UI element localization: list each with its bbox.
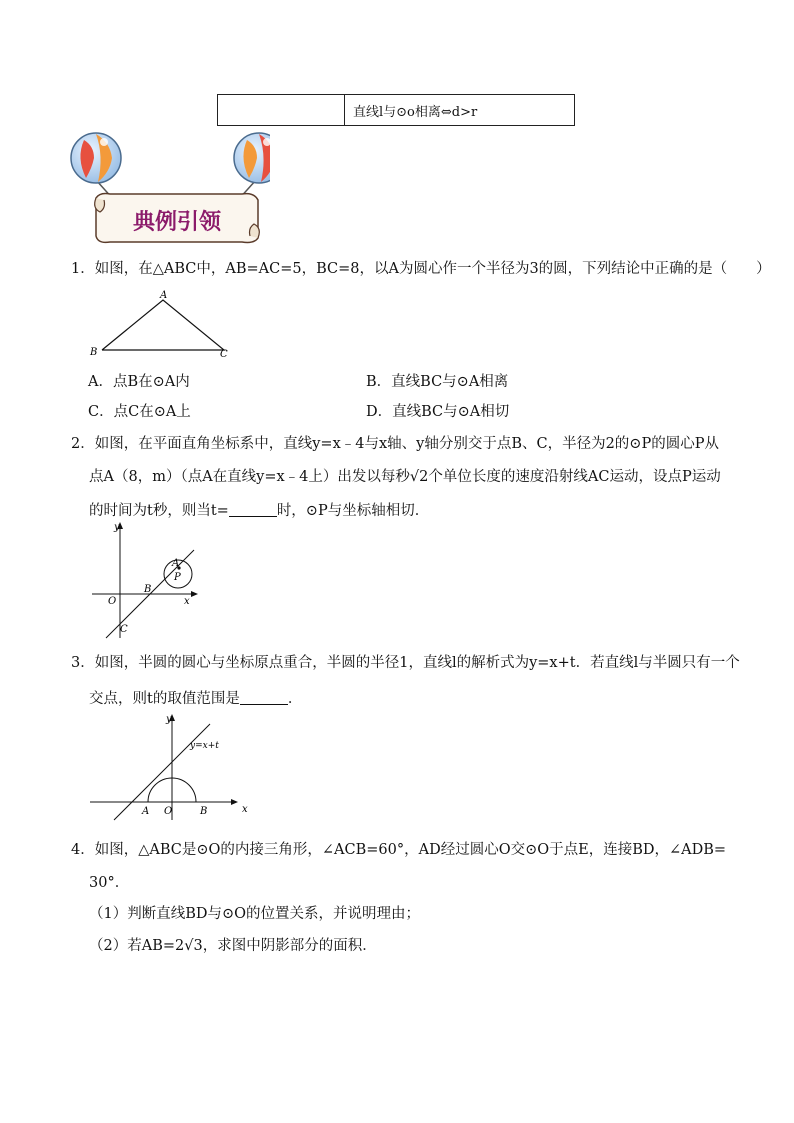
q1-triangle-figure [86, 288, 236, 360]
q1-label-b: B [90, 347, 98, 358]
definition-table [217, 94, 575, 126]
q3-line2 [89, 690, 302, 707]
q2-coordinate-figure [86, 520, 206, 642]
q2-label-a: A [172, 558, 180, 569]
q3-line2-suffix: ． [287, 691, 303, 707]
q2-label-b: B [144, 584, 152, 595]
q3-answer-blank[interactable] [240, 690, 288, 705]
q1-label-c: C [220, 349, 228, 360]
q4-line2: 30°． [89, 875, 130, 891]
q1-option-b[interactable]: B．直线BC与⊙A相离 [366, 374, 509, 390]
table-cell-definition: 直线l与⊙o相离⇔d>r [345, 95, 575, 126]
q2-label-x: x [184, 596, 190, 607]
q2-label-p: P [174, 572, 181, 583]
q2-line3-prefix: 的时间为t秒，则当t= [89, 503, 229, 519]
table-cell-empty [218, 95, 345, 126]
right-ball-icon [234, 133, 270, 200]
q3-label-x: x [242, 804, 248, 815]
banner-title: 典例引领 [132, 210, 222, 235]
q1-option-c[interactable]: C．点C在⊙A上 [88, 404, 191, 420]
q1-option-d[interactable]: D．直线BC与⊙A相切 [366, 404, 510, 420]
q3-label-o: O [164, 806, 173, 817]
q2-line3 [89, 502, 429, 519]
q3-semicircle-figure [86, 710, 250, 822]
q4-subquestion-1: （1）判断直线BD与⊙O的位置关系，并说明理由； [89, 906, 421, 922]
q1-label-a: A [160, 290, 168, 301]
q3-line-equation: y=x+t [190, 741, 219, 751]
q3-line2-prefix: 交点，则t的取值范围是 [89, 691, 240, 707]
q2-answer-blank[interactable] [229, 502, 277, 517]
q2-line1: 2．如图，在平面直角坐标系中，直线y=x﹣4与x轴、y轴分别交于点B、C，半径为2的⊙P的圆心P从 [71, 436, 719, 452]
q4-line1: 4．如图，△ABC是⊙O的内接三角形，∠ACB=60°，AD经过圆心O交⊙O于点E，连接BD，∠ADB= [71, 842, 727, 858]
q1-option-a[interactable]: A．点B在⊙A内 [88, 374, 190, 390]
q2-label-o: O [108, 596, 117, 607]
q4-subquestion-2: （2）若AB=2√3，求图中阴影部分的面积． [89, 938, 377, 954]
q2-label-c: C [120, 624, 128, 635]
q2-line3-suffix: 时，⊙P与坐标轴相切． [276, 503, 430, 519]
left-ball-icon [71, 133, 121, 200]
q3-label-y: y [166, 714, 172, 725]
examples-banner [66, 128, 270, 246]
q2-line2: 点A（8，m）（点A在直线y=x﹣4上）出发以每秒√2个单位长度的速度沿射线AC运动，设点P运动 [89, 469, 721, 485]
q3-label-a: A [142, 806, 150, 817]
q2-label-y: y [114, 522, 120, 533]
q3-line1: 3．如图，半圆的圆心与坐标原点重合，半圆的半径1，直线l的解析式为y=x+t．若直线l与半圆只有一个 [71, 655, 740, 671]
q1-text: 1．如图，在△ABC中，AB=AC=5，BC=8，以A为圆心作一个半径为3的圆，下列结论中正确的是（ ） [71, 261, 771, 277]
q3-label-b: B [200, 806, 208, 817]
